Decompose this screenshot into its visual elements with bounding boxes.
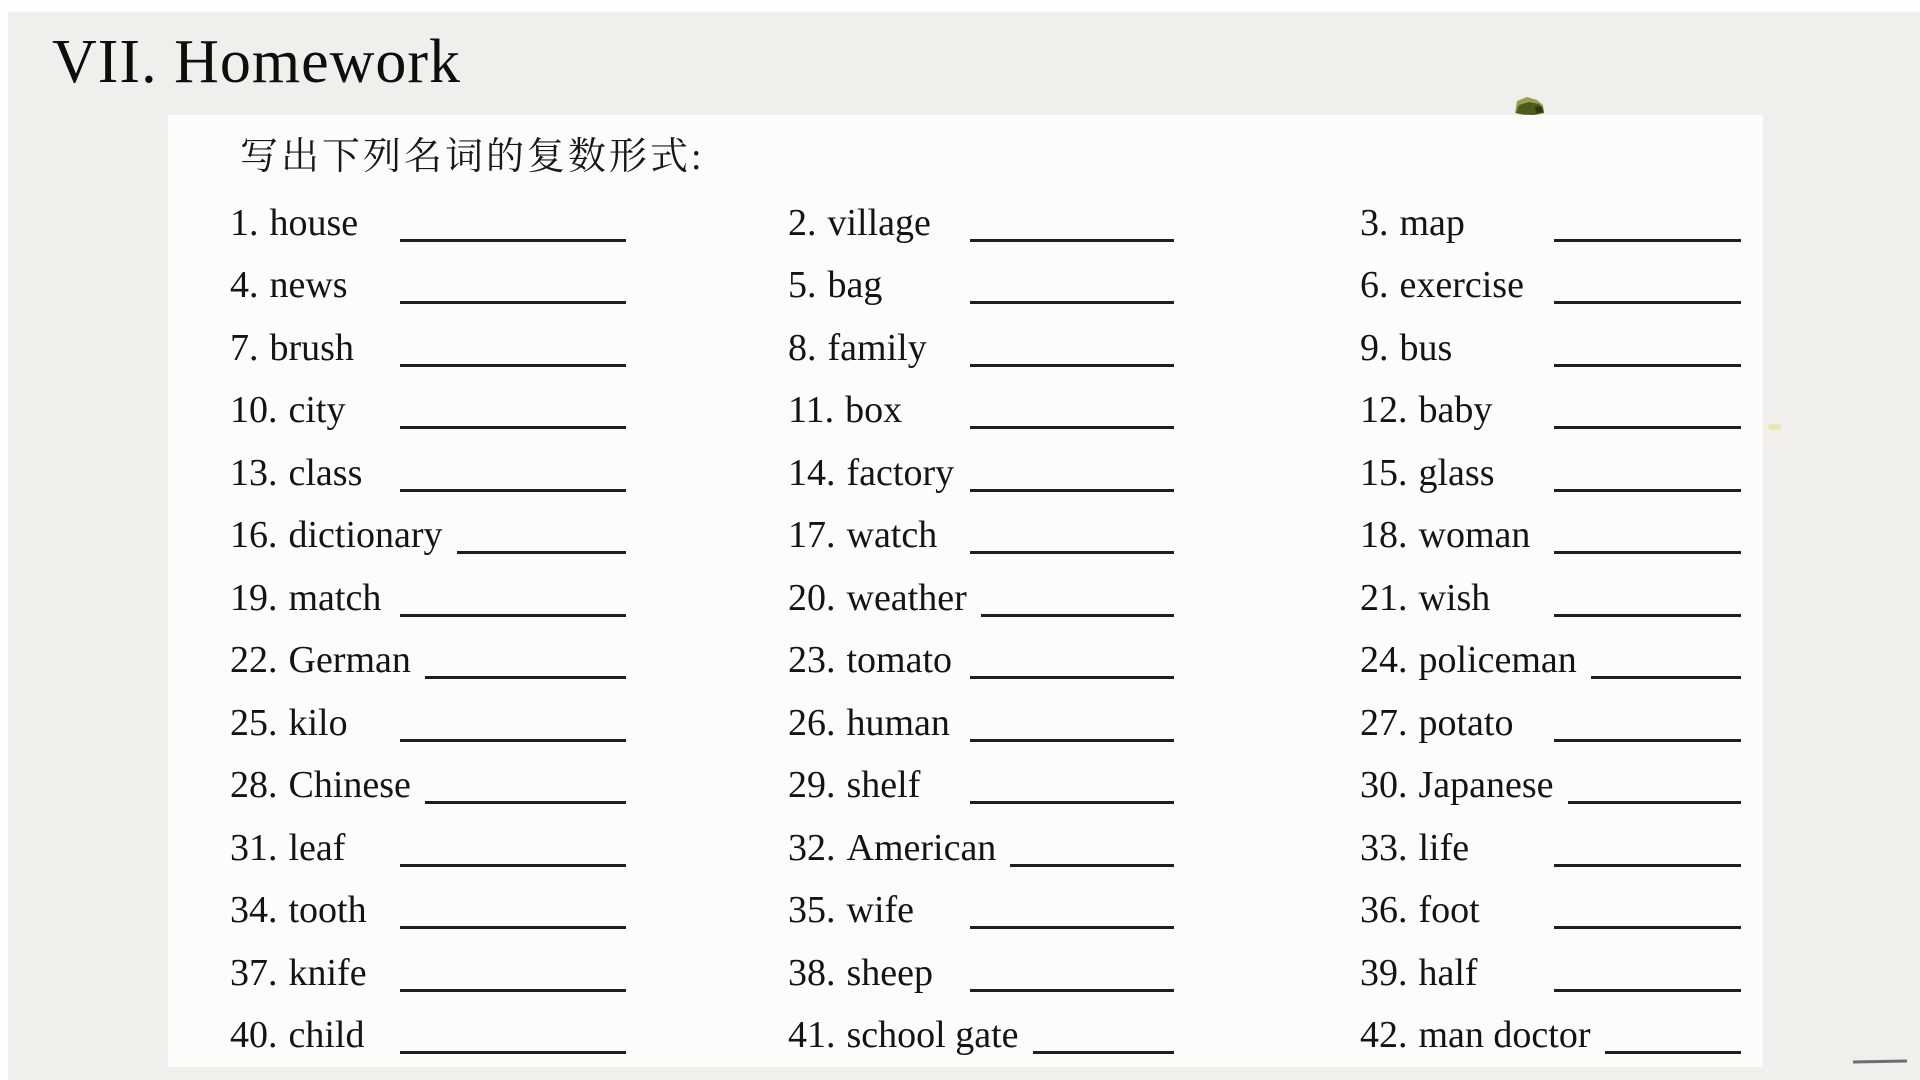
item-number: 12.: [1360, 389, 1408, 431]
answer-blank: [970, 545, 1174, 554]
item-number: 21.: [1360, 576, 1408, 619]
list-item: [230, 375, 630, 438]
answer-blank: [1554, 295, 1741, 304]
item-word: box: [845, 389, 903, 431]
list-item: [788, 875, 1178, 938]
item-word: man doctor: [1418, 1014, 1591, 1056]
answer-blank: [970, 670, 1174, 679]
item-word: baby: [1418, 389, 1493, 431]
answer-blank: [425, 670, 626, 679]
item-word: news: [269, 264, 348, 306]
list-item: [788, 437, 1178, 500]
list-item: [230, 562, 630, 625]
item-word: half: [1418, 951, 1478, 994]
item-word: weather: [846, 576, 967, 619]
item-word: bag: [827, 264, 883, 306]
answer-blank: [1605, 1045, 1741, 1054]
item-word: village: [827, 201, 931, 244]
list-item: [788, 250, 1178, 313]
item-number: 37.: [230, 951, 278, 994]
list-item: [1360, 437, 1745, 500]
item-number: 19.: [230, 576, 278, 619]
answer-blank: [1554, 608, 1741, 617]
answer-blank: [970, 983, 1174, 992]
item-number: 17.: [788, 514, 836, 556]
list-item: [1360, 312, 1745, 375]
item-number: 14.: [788, 451, 836, 494]
item-word: factory: [846, 451, 955, 494]
answer-blank: [1010, 858, 1174, 867]
item-word: family: [827, 326, 927, 369]
answer-blank: [400, 483, 626, 492]
item-word: school gate: [846, 1014, 1019, 1056]
item-word: match: [288, 576, 382, 619]
item-number: 28.: [230, 764, 278, 806]
item-word: house: [269, 201, 359, 244]
list-item: [230, 625, 630, 688]
item-number: 13.: [230, 451, 278, 494]
item-word: tomato: [846, 639, 953, 681]
list-item: [230, 687, 630, 750]
answer-blank: [970, 733, 1174, 742]
item-number: 9.: [1360, 326, 1389, 369]
answer-blank: [1554, 733, 1741, 742]
item-word: dictionary: [288, 514, 443, 556]
answer-blank: [981, 608, 1174, 617]
scan-artifact-yellow-speck: [1768, 424, 1781, 430]
item-word: knife: [288, 951, 367, 994]
item-number: 33.: [1360, 826, 1408, 869]
item-word: human: [846, 701, 950, 744]
list-item: [788, 750, 1178, 813]
answer-blank: [970, 358, 1174, 367]
page-title: VII. Homework: [52, 28, 462, 96]
list-item: [1360, 812, 1745, 875]
list-item: [1360, 187, 1745, 250]
list-item: [1360, 1000, 1745, 1063]
item-number: 15.: [1360, 451, 1408, 494]
item-word: map: [1399, 201, 1465, 244]
item-word: tooth: [288, 889, 367, 931]
list-item: [230, 500, 630, 563]
list-item: [1360, 500, 1745, 563]
answer-blank: [1554, 420, 1741, 429]
item-number: 42.: [1360, 1014, 1408, 1056]
item-number: 36.: [1360, 889, 1408, 931]
worksheet-instruction: 写出下列名词的复数形式:: [240, 136, 705, 178]
item-number: 40.: [230, 1014, 278, 1056]
worksheet-panel: [168, 115, 1763, 1067]
list-item: [788, 812, 1178, 875]
list-item: [788, 1000, 1178, 1063]
item-word: city: [288, 389, 346, 431]
item-word: glass: [1418, 451, 1495, 494]
item-word: watch: [846, 514, 938, 556]
answer-blank: [400, 420, 626, 429]
item-number: 23.: [788, 639, 836, 681]
answer-blank: [400, 983, 626, 992]
item-number: 18.: [1360, 514, 1408, 556]
item-word: Japanese: [1418, 764, 1554, 806]
list-item: [230, 312, 630, 375]
answer-blank: [1554, 358, 1741, 367]
item-number: 5.: [788, 264, 817, 306]
item-word: kilo: [288, 701, 348, 744]
answer-blank: [400, 295, 626, 304]
list-item: [1360, 625, 1745, 688]
answer-blank: [1554, 920, 1741, 929]
item-number: 4.: [230, 264, 259, 306]
list-item: [1360, 250, 1745, 313]
list-item: [788, 312, 1178, 375]
list-item: [1360, 375, 1745, 438]
item-number: 3.: [1360, 201, 1389, 244]
item-word: exercise: [1399, 264, 1524, 306]
answer-blank: [970, 420, 1174, 429]
item-word: potato: [1418, 701, 1514, 744]
item-word: leaf: [288, 826, 346, 869]
item-number: 32.: [788, 826, 836, 869]
answer-blank: [1591, 670, 1741, 679]
item-word: child: [288, 1014, 365, 1056]
item-number: 1.: [230, 201, 259, 244]
list-item: [1360, 687, 1745, 750]
list-item: [788, 625, 1178, 688]
list-item: [1360, 937, 1745, 1000]
item-word: Chinese: [288, 764, 411, 806]
answer-blank: [1568, 795, 1741, 804]
item-word: shelf: [846, 764, 921, 806]
list-item: [1360, 875, 1745, 938]
answer-blank: [400, 858, 626, 867]
item-number: 26.: [788, 701, 836, 744]
item-number: 35.: [788, 889, 836, 931]
item-number: 7.: [230, 326, 259, 369]
item-word: sheep: [846, 951, 934, 994]
item-number: 29.: [788, 764, 836, 806]
list-item: [788, 375, 1178, 438]
item-word: policeman: [1418, 639, 1577, 681]
scan-artifact-green-icon: [1513, 93, 1547, 117]
item-word: bus: [1399, 326, 1453, 369]
list-item: [1360, 562, 1745, 625]
item-number: 10.: [230, 389, 278, 431]
list-item: [788, 187, 1178, 250]
list-item: [230, 812, 630, 875]
item-number: 2.: [788, 201, 817, 244]
item-number: 22.: [230, 639, 278, 681]
answer-blank: [1554, 983, 1741, 992]
item-word: brush: [269, 326, 354, 369]
item-number: 34.: [230, 889, 278, 931]
item-number: 31.: [230, 826, 278, 869]
list-item: [788, 562, 1178, 625]
answer-blank: [400, 233, 626, 242]
list-item: [230, 187, 630, 250]
list-item: [230, 750, 630, 813]
list-item: [230, 1000, 630, 1063]
list-item: [788, 937, 1178, 1000]
answer-blank: [400, 358, 626, 367]
list-item: [788, 500, 1178, 563]
answer-blank: [1554, 858, 1741, 867]
answer-blank: [1554, 483, 1741, 492]
list-item: [230, 437, 630, 500]
item-word: woman: [1418, 514, 1531, 556]
answer-blank: [970, 483, 1174, 492]
answer-blank: [1554, 545, 1741, 554]
answer-blank: [1033, 1045, 1174, 1054]
item-number: 25.: [230, 701, 278, 744]
list-item: [230, 875, 630, 938]
item-number: 8.: [788, 326, 817, 369]
worksheet-column-middle: [788, 187, 1178, 1062]
item-word: wife: [846, 889, 915, 931]
item-word: German: [288, 639, 411, 681]
item-number: 20.: [788, 576, 836, 619]
answer-blank: [400, 733, 626, 742]
item-word: foot: [1418, 889, 1480, 931]
answer-blank: [425, 795, 626, 804]
answer-blank: [970, 920, 1174, 929]
answer-blank: [970, 295, 1174, 304]
answer-blank: [970, 795, 1174, 804]
item-number: 39.: [1360, 951, 1408, 994]
list-item: [230, 937, 630, 1000]
item-number: 38.: [788, 951, 836, 994]
item-number: 16.: [230, 514, 278, 556]
item-word: wish: [1418, 576, 1491, 619]
answer-blank: [400, 1045, 626, 1054]
item-number: 41.: [788, 1014, 836, 1056]
answer-blank: [400, 920, 626, 929]
item-number: 30.: [1360, 764, 1408, 806]
list-item: [230, 250, 630, 313]
list-item: [1360, 750, 1745, 813]
worksheet-column-right: [1360, 187, 1745, 1062]
list-item: [788, 687, 1178, 750]
item-number: 11.: [788, 389, 835, 431]
answer-blank: [457, 545, 626, 554]
item-number: 24.: [1360, 639, 1408, 681]
item-number: 6.: [1360, 264, 1389, 306]
item-word: class: [288, 451, 363, 494]
answer-blank: [400, 608, 626, 617]
item-number: 27.: [1360, 701, 1408, 744]
answer-blank: [1554, 233, 1741, 242]
worksheet-column-left: [230, 187, 630, 1062]
item-word: American: [846, 826, 997, 869]
item-word: life: [1418, 826, 1470, 869]
answer-blank: [970, 233, 1174, 242]
